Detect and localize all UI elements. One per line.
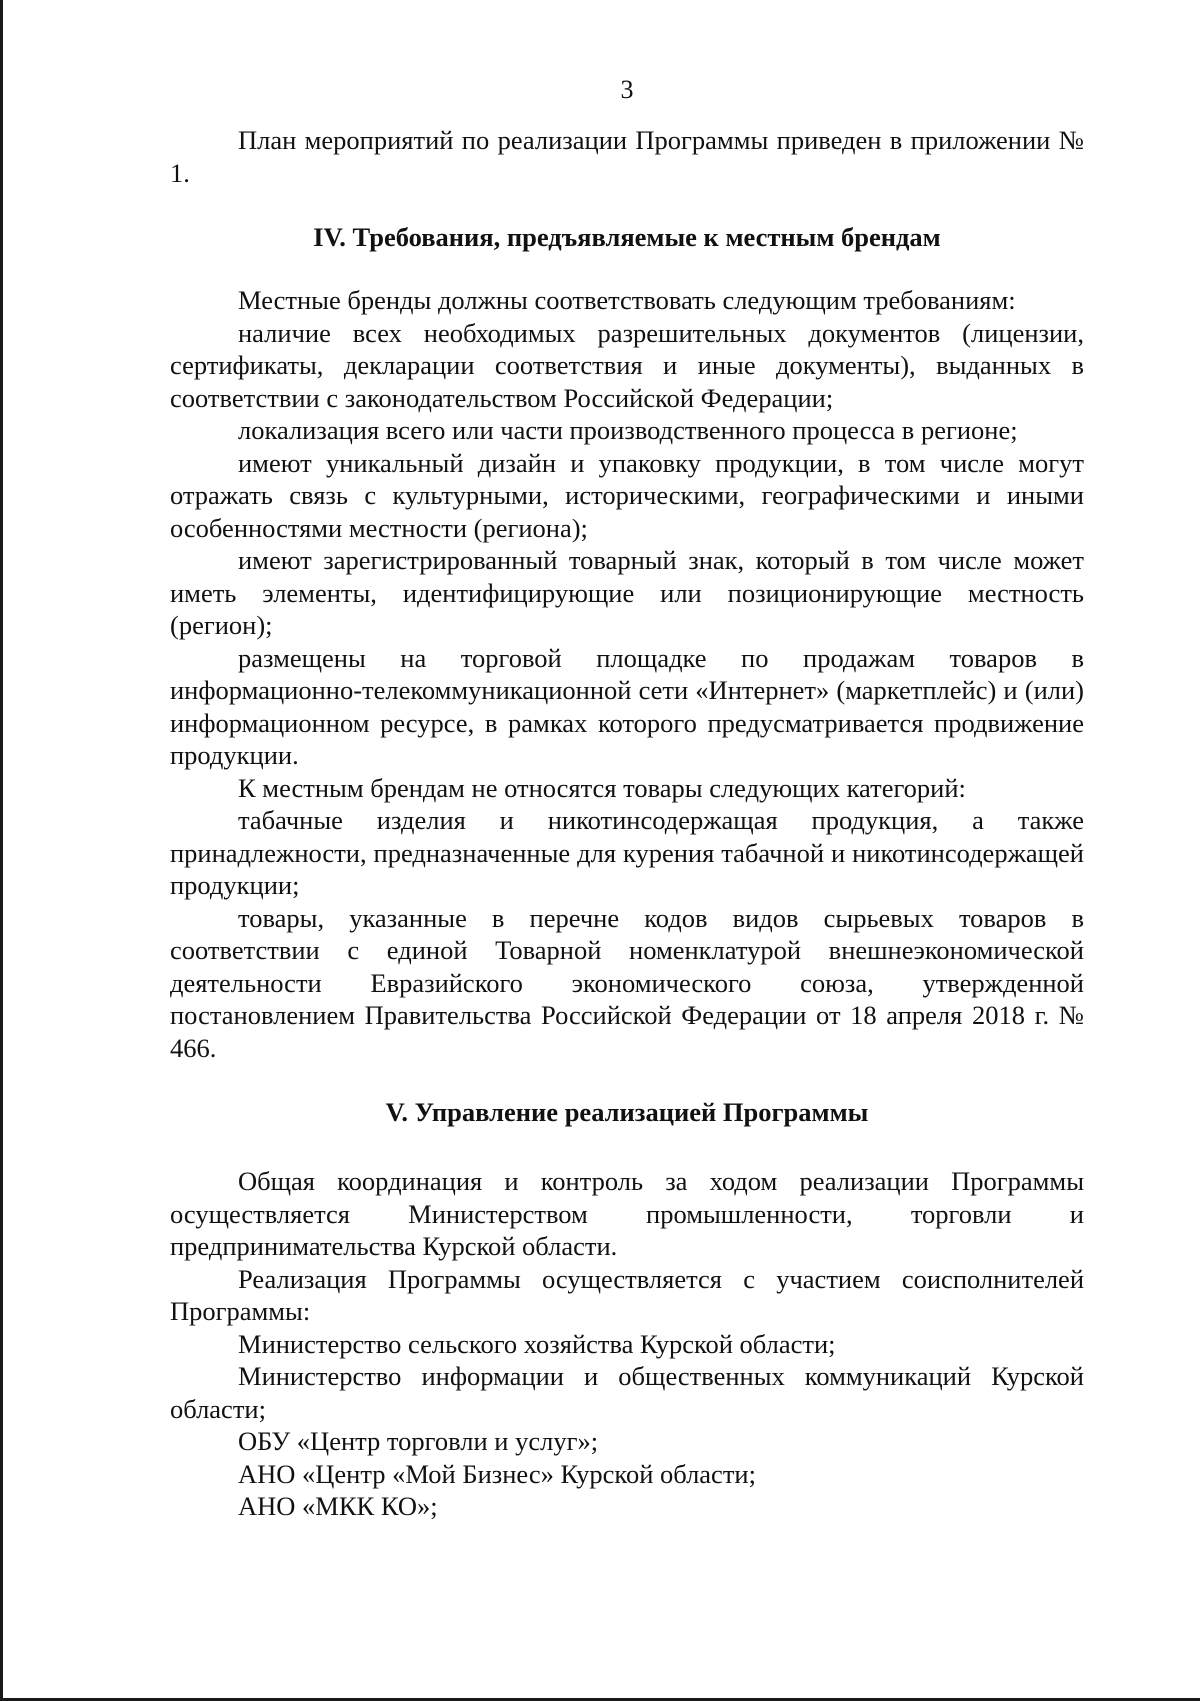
- scan-edge-left: [0, 0, 3, 1701]
- list-item-information-ministry: Министерство информации и общественных коммуникаций Курской области;: [170, 1361, 1084, 1424]
- paragraph-design: имеют уникальный дизайн и упаковку продукции, в том числе могут отражать связь с культурными, историческими, географическими и иными особенностями местности (региона);: [170, 447, 1084, 543]
- list-item-trade-center: ОБУ «Центр торговли и услуг»;: [238, 1426, 599, 1456]
- list-item-mkk-ko: АНО «МКК КО»;: [238, 1491, 438, 1521]
- section-heading-v: V. Управление реализацией Программы: [385, 1097, 869, 1127]
- list-item-agriculture-ministry: Министерство сельского хозяйства Курской области;: [238, 1328, 836, 1359]
- list-item-my-business: АНО «Центр «Мой Бизнес» Курской области;: [238, 1458, 756, 1489]
- paragraph-coexecutors-intro: Реализация Программы осуществляется с участием соисполнителей Программы:: [170, 1263, 1084, 1326]
- paragraph-marketplace: размещены на торговой площадке по продажам товаров в информационно-телекоммуникационной сети «Интернет» (маркетплейс) и (или) информационном ресурсе, в рамках которого предусматривается продвижение продукции.: [170, 642, 1084, 770]
- paragraph-trademark: имеют зарегистрированный товарный знак, который в том числе может иметь элементы, идентифицирующие или позиционирующие местность (регион);: [170, 545, 1084, 640]
- paragraph-raw-goods: товары, указанные в перечне кодов видов сырьевых товаров в соответствии с единой Товарной номенклатурой внешнеэкономической деятельности Евразийского экономического союза, утвержденной постановлением Правительства Российской Федерации от 18 апреля 2018 г. № 466.: [170, 902, 1084, 1063]
- paragraph-plan: План мероприятий по реализации Программы приведен в приложении № 1.: [170, 125, 1084, 188]
- page-number: 3: [620, 75, 634, 104]
- document-page: [170, 72, 1084, 1523]
- paragraph-tobacco: табачные изделия и никотинсодержащая продукция, а также принадлежности, предназначенные для курения табачной и никотинсодержащей продукции;: [170, 805, 1084, 900]
- section-heading-iv: IV. Требования, предъявляемые к местным брендам: [313, 222, 941, 252]
- paragraph-permits: наличие всех необходимых разрешительных документов (лицензии, сертификаты, декларации соответствия и иные документы), выданных в соответствии с законодательством Российской Федерации;: [170, 317, 1084, 413]
- paragraph-exclusions-intro: К местным брендам не относятся товары следующих категорий:: [238, 772, 966, 803]
- paragraph-localization: локализация всего или части производственного процесса в регионе;: [238, 415, 1018, 445]
- paragraph-coordination: Общая координация и контроль за ходом реализации Программы осуществляется Министерством промышленности, торговли и предпринимательства Курской области.: [170, 1166, 1084, 1261]
- paragraph-requirements-intro: Местные бренды должны соответствовать следующим требованиям:: [238, 285, 1016, 315]
